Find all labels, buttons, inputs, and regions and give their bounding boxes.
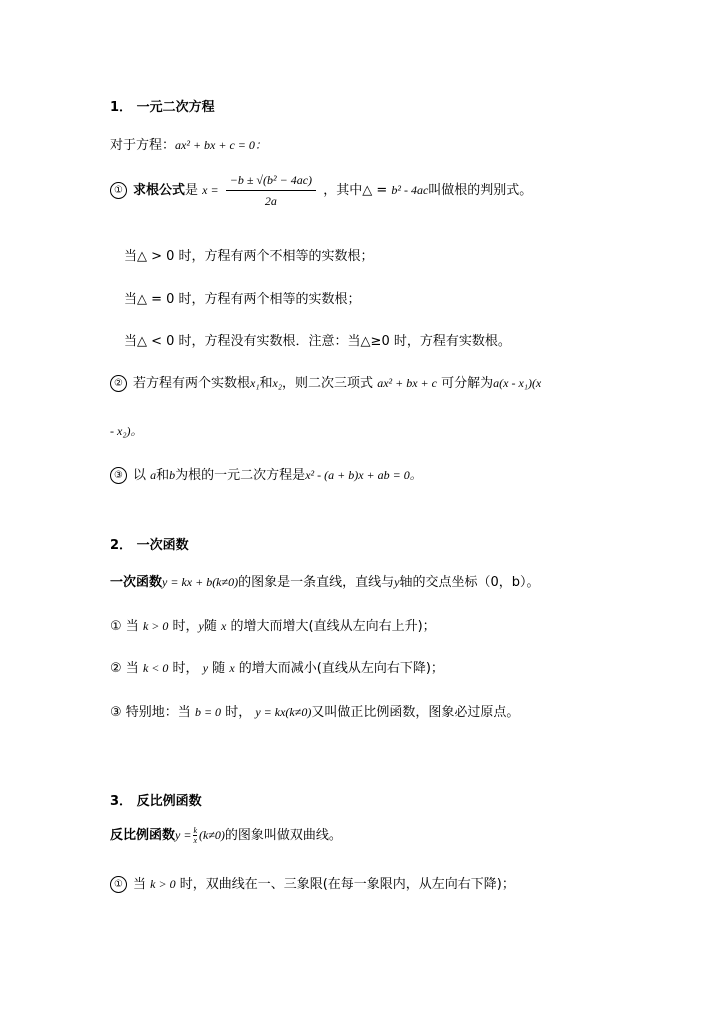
linear-function-definition: 一次函数y = kx + b(k≠0)的图象是一条直线，直线与y轴的交点坐标（0，b）。 (110, 575, 540, 590)
factorization-continuation: - x₂)。 (110, 424, 143, 438)
circled-number-2: ② (110, 375, 127, 392)
inverse-function-definition: 反比例函数y = $\frac{k}{x}$ (k≠0)的图象叫做双曲线。 (110, 826, 342, 845)
roots-equation-line: ③ 以 a和b为根的一元二次方程是x² - (a + b)x + ab = 0。 (110, 466, 422, 485)
linear-case-decreasing: ② 当 k < 0 时， y 随 x 的增大而减小(直线从左向右下降)； (110, 661, 444, 676)
hyperbola-case: ① 当 k > 0 时，双曲线在一、三象限(在每一象限内，从左向右下降)； (110, 875, 515, 894)
case-zero: 当△ = 0 时，方程有两个相等的实数根； (124, 292, 361, 307)
quadratic-formula-line: ① 求根公式是 x = $\frac{\text{−b ± √(b² − 4ac)}}{2a}$ ，其中△ = b² - 4ac叫做根的判别式。 (110, 170, 532, 211)
equation-intro: 对于方程：ax² + bx + c = 0： (110, 138, 267, 153)
k-over-x-fraction: $\frac{k}{x}$ (193, 826, 198, 845)
circled-number-1: ① (110, 182, 127, 199)
case-positive: 当△ > 0 时，方程有两个不相等的实数根； (124, 249, 374, 264)
case-negative: 当△ < 0 时，方程没有实数根．注意：当△≥0 时，方程有实数根。 (124, 334, 511, 349)
section-3-heading: 3． 反比例函数 (110, 794, 202, 809)
quadratic-formula-fraction: $\frac{\text{−b ± √(b² − 4ac)}}{2a}$ (226, 170, 316, 211)
section-1-heading: 1． 一元二次方程 (110, 100, 215, 115)
linear-case-increasing: ① 当 k > 0 时，y随 x 的增大而增大(直线从左向右上升)； (110, 619, 436, 634)
proportional-function-case: ③ 特别地：当 b = 0 时， y = kx(k≠0)又叫做正比例函数，图象必过原点。 (110, 705, 520, 720)
circled-number-3: ③ (110, 467, 127, 484)
circled-number-1-s3: ① (110, 876, 127, 893)
section-2-heading: 2． 一次函数 (110, 538, 189, 553)
factorization-line: ② 若方程有两个实数根x₁和x₂，则二次三项式 ax² + bx + c 可分解为a(x - x₁)(x (110, 374, 541, 393)
